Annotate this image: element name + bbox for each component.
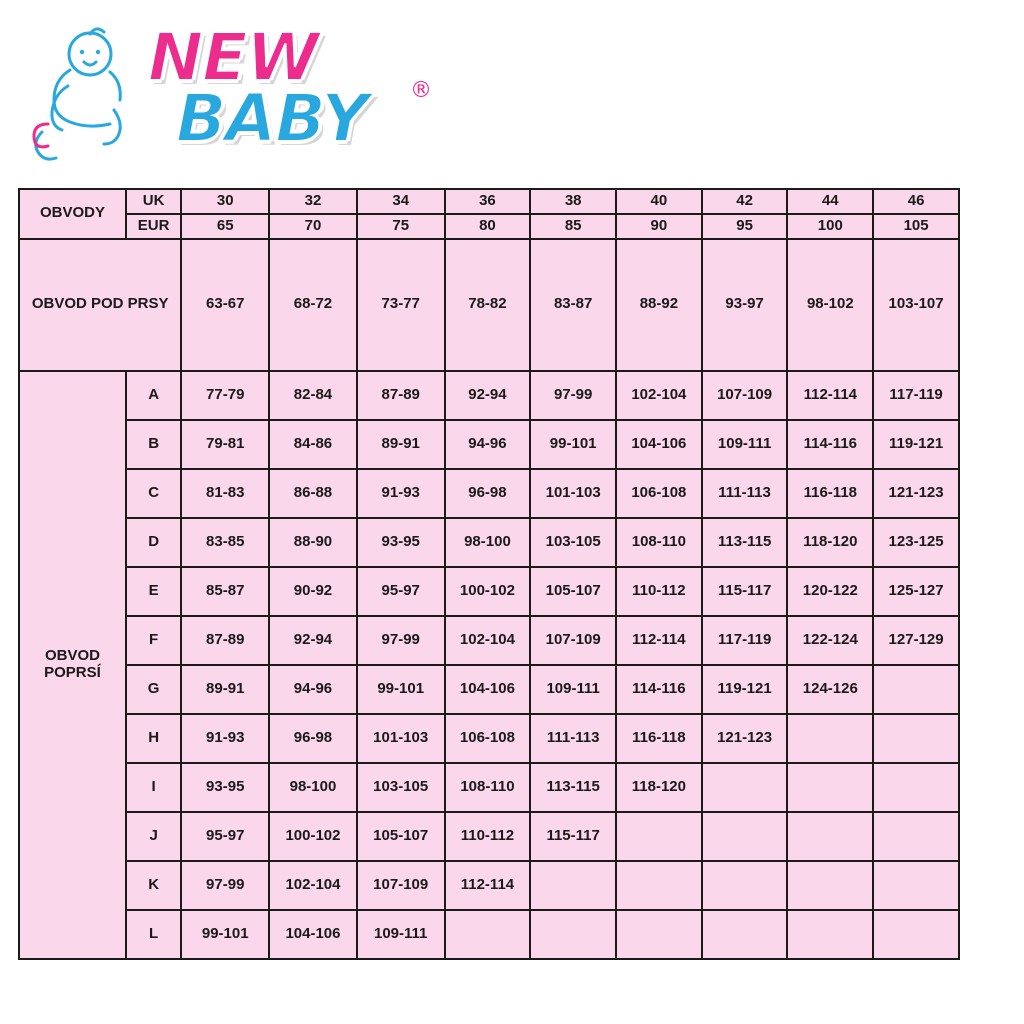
bust-value-cell: 77-79 — [181, 371, 269, 420]
brand-logo — [18, 19, 438, 172]
bust-value-cell: 116-118 — [616, 714, 702, 763]
bust-value-cell: 101-103 — [357, 714, 445, 763]
bust-value-cell: 119-121 — [873, 420, 959, 469]
bust-value-cell: 82-84 — [269, 371, 357, 420]
empty-cell — [530, 910, 616, 959]
cup-letter-cell: A — [126, 371, 181, 420]
bust-value-cell: 100-102 — [269, 812, 357, 861]
cup-letter-cell: K — [126, 861, 181, 910]
bust-value-cell: 121-123 — [873, 469, 959, 518]
table-row-cup — [19, 371, 959, 420]
cup-letter-cell: I — [126, 763, 181, 812]
bust-value-cell: 111-113 — [530, 714, 616, 763]
table-row-cup — [19, 763, 959, 812]
table-row-cup — [19, 518, 959, 567]
bust-value-cell: 102-104 — [269, 861, 357, 910]
empty-cell — [873, 665, 959, 714]
bust-value-cell: 116-118 — [787, 469, 873, 518]
bust-value-cell: 94-96 — [445, 420, 531, 469]
eur-size-cell: 80 — [445, 214, 531, 239]
uk-size-cell: 44 — [787, 189, 873, 214]
bust-value-cell: 105-107 — [357, 812, 445, 861]
bust-value-cell: 100-102 — [445, 567, 531, 616]
bust-value-cell: 110-112 — [445, 812, 531, 861]
logo-word-new: NEW — [148, 19, 319, 96]
empty-cell — [787, 910, 873, 959]
bust-value-cell: 95-97 — [357, 567, 445, 616]
bust-value-cell: 102-104 — [616, 371, 702, 420]
bust-value-cell: 107-109 — [530, 616, 616, 665]
under-bust-cell: 83-87 — [530, 239, 616, 371]
bust-value-cell: 127-129 — [873, 616, 959, 665]
eur-size-cell: 85 — [530, 214, 616, 239]
empty-cell — [702, 910, 788, 959]
bust-value-cell: 112-114 — [787, 371, 873, 420]
bust-value-cell: 103-105 — [530, 518, 616, 567]
bust-value-cell: 109-111 — [530, 665, 616, 714]
bust-value-cell: 91-93 — [357, 469, 445, 518]
bust-value-cell: 97-99 — [181, 861, 269, 910]
eur-size-cell: 65 — [181, 214, 269, 239]
uk-size-cell: 42 — [702, 189, 788, 214]
eur-size-cell: 95 — [702, 214, 788, 239]
empty-cell — [787, 763, 873, 812]
uk-size-cell: 40 — [616, 189, 702, 214]
bust-value-cell: 124-126 — [787, 665, 873, 714]
bust-value-cell: 106-108 — [616, 469, 702, 518]
bust-value-cell: 99-101 — [181, 910, 269, 959]
bust-value-cell: 114-116 — [787, 420, 873, 469]
bust-value-cell: 97-99 — [357, 616, 445, 665]
bust-value-cell: 101-103 — [530, 469, 616, 518]
empty-cell — [702, 861, 788, 910]
bust-value-cell: 115-117 — [530, 812, 616, 861]
cup-letter-cell: H — [126, 714, 181, 763]
table-row-uk — [19, 189, 959, 214]
table-row-eur — [19, 214, 959, 239]
bust-value-cell: 107-109 — [357, 861, 445, 910]
bust-value-cell: 113-115 — [702, 518, 788, 567]
under-bust-cell: 63-67 — [181, 239, 269, 371]
empty-cell — [787, 812, 873, 861]
eur-size-cell: 75 — [357, 214, 445, 239]
bust-value-cell: 120-122 — [787, 567, 873, 616]
empty-cell — [530, 861, 616, 910]
bust-value-cell: 99-101 — [357, 665, 445, 714]
bust-value-cell: 122-124 — [787, 616, 873, 665]
bust-value-cell: 90-92 — [269, 567, 357, 616]
bust-value-cell: 118-120 — [616, 763, 702, 812]
bust-value-cell: 81-83 — [181, 469, 269, 518]
bust-value-cell: 108-110 — [445, 763, 531, 812]
under-bust-cell: 103-107 — [873, 239, 959, 371]
empty-cell — [616, 861, 702, 910]
bust-value-cell: 125-127 — [873, 567, 959, 616]
uk-size-cell: 46 — [873, 189, 959, 214]
table-row-cup — [19, 469, 959, 518]
uk-size-cell: 34 — [357, 189, 445, 214]
logo-word-baby: BABY — [176, 79, 368, 157]
empty-cell — [787, 714, 873, 763]
table-row-cup — [19, 665, 959, 714]
bust-value-cell: 89-91 — [357, 420, 445, 469]
empty-cell — [873, 910, 959, 959]
bust-value-cell: 99-101 — [530, 420, 616, 469]
uk-size-cell: 38 — [530, 189, 616, 214]
logo-wordmark — [148, 19, 368, 157]
under-bust-cell: 78-82 — [445, 239, 531, 371]
bust-value-cell: 94-96 — [269, 665, 357, 714]
table-row-cup — [19, 714, 959, 763]
eur-size-cell: 100 — [787, 214, 873, 239]
empty-cell — [787, 861, 873, 910]
row-label-bust: OBVOD POPRSÍ — [19, 371, 126, 959]
eur-size-cell: 90 — [616, 214, 702, 239]
bust-value-cell: 79-81 — [181, 420, 269, 469]
bust-value-cell: 92-94 — [445, 371, 531, 420]
cup-letter-cell: F — [126, 616, 181, 665]
bust-value-cell: 113-115 — [530, 763, 616, 812]
under-bust-cell: 73-77 — [357, 239, 445, 371]
bust-value-cell: 96-98 — [445, 469, 531, 518]
row-label-circumferences: OBVODY — [19, 189, 126, 239]
empty-cell — [873, 763, 959, 812]
empty-cell — [702, 763, 788, 812]
cup-letter-cell: C — [126, 469, 181, 518]
empty-cell — [873, 861, 959, 910]
empty-cell — [702, 812, 788, 861]
cup-letter-cell: D — [126, 518, 181, 567]
bust-value-cell: 109-111 — [702, 420, 788, 469]
bust-value-cell: 86-88 — [269, 469, 357, 518]
bust-value-cell: 91-93 — [181, 714, 269, 763]
uk-size-cell: 30 — [181, 189, 269, 214]
table-row-cup — [19, 812, 959, 861]
table-row-under-bust — [19, 239, 959, 371]
table-row-cup — [19, 616, 959, 665]
bust-value-cell: 93-95 — [181, 763, 269, 812]
cup-letter-cell: L — [126, 910, 181, 959]
bust-value-cell: 93-95 — [357, 518, 445, 567]
bust-value-cell: 84-86 — [269, 420, 357, 469]
cup-letter-cell: J — [126, 812, 181, 861]
bust-value-cell: 103-105 — [357, 763, 445, 812]
bust-value-cell: 123-125 — [873, 518, 959, 567]
row-label-under-bust: OBVOD POD PRSY — [19, 239, 181, 371]
empty-cell — [616, 910, 702, 959]
bust-value-cell: 92-94 — [269, 616, 357, 665]
bra-size-chart-table — [18, 188, 960, 960]
bust-value-cell: 104-106 — [445, 665, 531, 714]
bust-value-cell: 117-119 — [702, 616, 788, 665]
cup-letter-cell: B — [126, 420, 181, 469]
bust-value-cell: 89-91 — [181, 665, 269, 714]
bust-value-cell: 121-123 — [702, 714, 788, 763]
table-row-cup — [19, 420, 959, 469]
bust-value-cell: 111-113 — [702, 469, 788, 518]
registered-trademark-icon: ® — [410, 78, 432, 103]
bust-value-cell: 109-111 — [357, 910, 445, 959]
under-bust-cell: 68-72 — [269, 239, 357, 371]
bust-value-cell: 107-109 — [702, 371, 788, 420]
cup-letter-cell: G — [126, 665, 181, 714]
bust-value-cell: 115-117 — [702, 567, 788, 616]
table-row-cup — [19, 567, 959, 616]
bust-value-cell: 108-110 — [616, 518, 702, 567]
bust-value-cell: 118-120 — [787, 518, 873, 567]
cup-letter-cell: E — [126, 567, 181, 616]
bust-value-cell: 95-97 — [181, 812, 269, 861]
table-row-cup — [19, 910, 959, 959]
bust-value-cell: 98-100 — [445, 518, 531, 567]
eur-size-cell: 105 — [873, 214, 959, 239]
eur-size-cell: 70 — [269, 214, 357, 239]
bust-value-cell: 96-98 — [269, 714, 357, 763]
bust-value-cell: 98-100 — [269, 763, 357, 812]
under-bust-cell: 93-97 — [702, 239, 788, 371]
uk-size-cell: 32 — [269, 189, 357, 214]
bust-value-cell: 85-87 — [181, 567, 269, 616]
bust-value-cell: 88-90 — [269, 518, 357, 567]
bust-value-cell: 104-106 — [269, 910, 357, 959]
under-bust-cell: 88-92 — [616, 239, 702, 371]
empty-cell — [445, 910, 531, 959]
row-label-eur: EUR — [126, 214, 181, 239]
bust-value-cell: 110-112 — [616, 567, 702, 616]
bust-value-cell: 97-99 — [530, 371, 616, 420]
empty-cell — [873, 714, 959, 763]
baby-logo-icon — [18, 26, 148, 166]
bust-value-cell: 105-107 — [530, 567, 616, 616]
bust-value-cell: 106-108 — [445, 714, 531, 763]
bust-value-cell: 112-114 — [616, 616, 702, 665]
bust-value-cell: 87-89 — [357, 371, 445, 420]
bust-value-cell: 112-114 — [445, 861, 531, 910]
bust-value-cell: 119-121 — [702, 665, 788, 714]
bust-value-cell: 104-106 — [616, 420, 702, 469]
bust-value-cell: 114-116 — [616, 665, 702, 714]
uk-size-cell: 36 — [445, 189, 531, 214]
table-row-cup — [19, 861, 959, 910]
bust-value-cell: 87-89 — [181, 616, 269, 665]
empty-cell — [616, 812, 702, 861]
under-bust-cell: 98-102 — [787, 239, 873, 371]
bust-value-cell: 102-104 — [445, 616, 531, 665]
bust-value-cell: 117-119 — [873, 371, 959, 420]
row-label-uk: UK — [126, 189, 181, 214]
bust-value-cell: 83-85 — [181, 518, 269, 567]
empty-cell — [873, 812, 959, 861]
